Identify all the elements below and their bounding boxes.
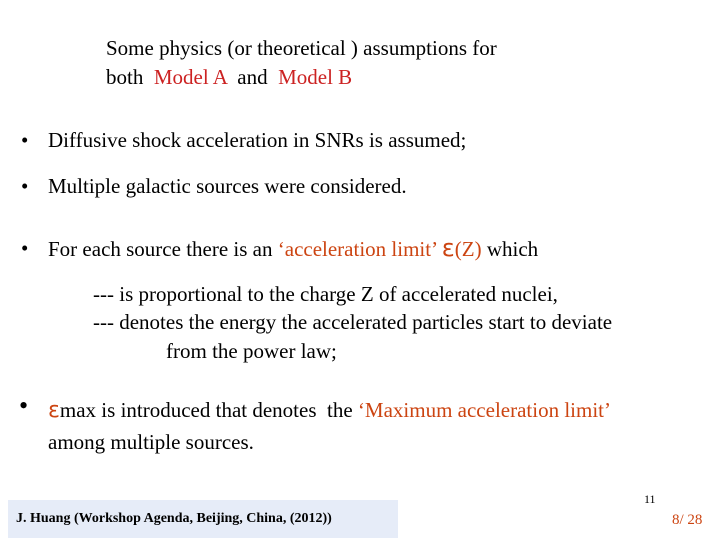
bullet-text-4	[48, 396, 611, 425]
sub-item-2: --- denotes the energy the accelerated particles start to deviate	[93, 310, 613, 334]
sub-item-1: --- is proportional to the charge Z of accelerated nuclei,	[93, 282, 558, 306]
bullet-glyph: •	[21, 174, 29, 198]
epsilon-max-symbol: ε	[48, 398, 60, 423]
bullet-glyph: •	[21, 128, 29, 152]
slide-number: 11	[644, 492, 656, 506]
title-line-2-prefix: both	[106, 65, 154, 89]
bullet-text-2: Multiple galactic sources were considered.	[48, 174, 407, 198]
bullet-text-1: Diffusive shock acceleration in SNRs is assumed;	[48, 128, 467, 152]
charge-z-label: (Z)	[454, 237, 482, 261]
model-a-label: Model A	[153, 65, 227, 89]
bullet-text-3	[48, 234, 538, 263]
maximum-acceleration-limit-label: ‘Maximum acceleration limit’	[357, 398, 611, 422]
citation-text: J. Huang (Workshop Agenda, Beijing, China, (2012))	[16, 511, 332, 526]
sub-item-3: from the power law;	[166, 339, 337, 363]
citation-footer	[8, 500, 398, 538]
bullet-4-line-2: among multiple sources.	[48, 430, 254, 454]
bullet-glyph: •	[21, 236, 29, 260]
bullet-4-text: max is introduced that denotes the	[59, 398, 358, 422]
bullet-3-prefix: For each source there is an	[48, 237, 278, 261]
acceleration-limit-label: ‘acceleration limit’	[277, 237, 442, 261]
model-b-label: Model B	[278, 65, 353, 89]
epsilon-symbol: ε	[441, 234, 455, 262]
slide-title	[106, 34, 497, 92]
bullet-3-suffix: which	[481, 237, 539, 261]
title-line-2-middle: and	[226, 65, 279, 89]
page-indicator: 8/ 28	[672, 512, 703, 528]
title-line-2	[106, 63, 497, 92]
title-line-1: Some physics (or theoretical ) assumptions for	[106, 36, 497, 60]
bullet-glyph: •	[19, 391, 29, 420]
